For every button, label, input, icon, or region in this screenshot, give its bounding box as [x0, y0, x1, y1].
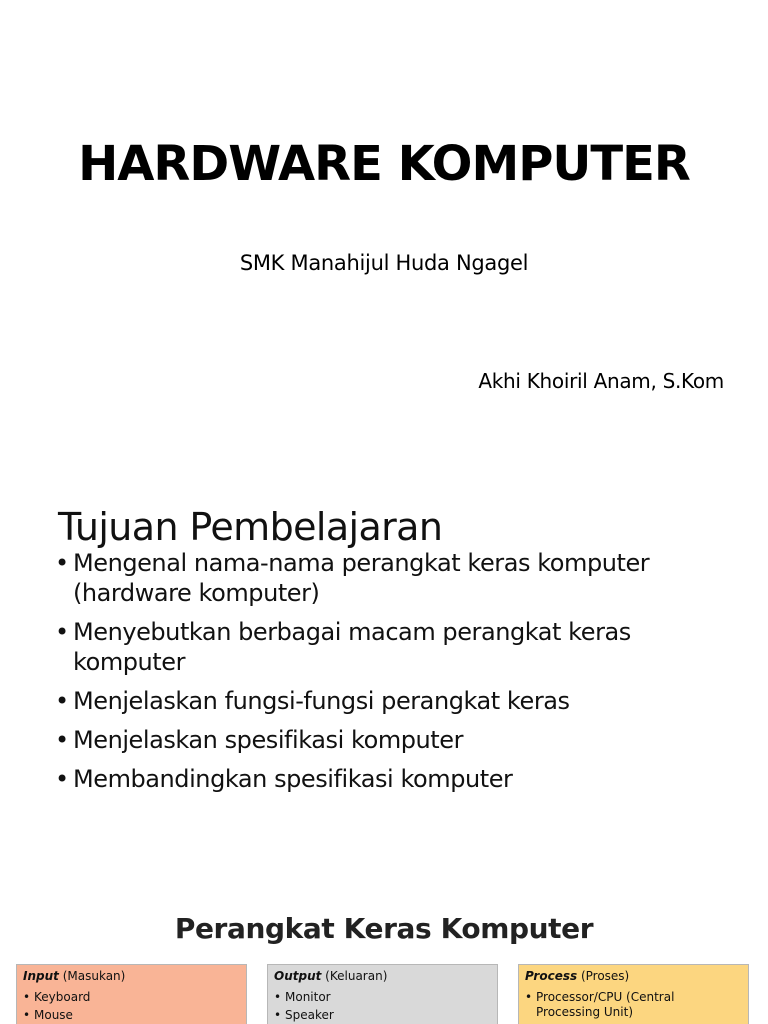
objective-text: Menjelaskan fungsi-fungsi perangkat keras: [73, 687, 570, 715]
objective-text: Menyebutkan berbagai macam perangkat keras komputer: [73, 618, 631, 676]
process-card-heading: [525, 969, 742, 984]
bullet-icon: •: [23, 1008, 31, 1022]
objective-item: [55, 548, 735, 608]
process-card: [518, 964, 749, 1024]
objective-item: [55, 617, 735, 677]
hardware-title: Perangkat Keras Komputer: [174, 912, 594, 946]
objectives-slide: [0, 440, 768, 840]
input-card: [16, 964, 247, 1024]
objective-text: Membandingkan spesifikasi komputer: [73, 765, 513, 793]
input-gloss: (Masukan): [58, 969, 126, 983]
objective-item: [55, 725, 735, 755]
objectives-list: [55, 548, 735, 803]
output-term: Output: [274, 969, 322, 983]
objective-text: Menjelaskan spesifikasi komputer: [73, 726, 463, 754]
output-card-heading: [274, 969, 491, 984]
device-name: Speaker: [285, 1008, 334, 1022]
bullet-icon: •: [525, 990, 533, 1004]
process-gloss: (Proses): [577, 969, 630, 983]
input-device-list: [23, 990, 240, 1023]
school-name: SMK Manahijul Huda Ngagel: [239, 251, 529, 275]
process-device-list: [525, 990, 742, 1020]
objective-text: Mengenal nama-nama perangkat keras komputer (hardware komputer): [73, 549, 650, 607]
list-item: [23, 990, 240, 1005]
output-device-list: [274, 990, 491, 1023]
objective-item: [55, 686, 735, 716]
bullet-icon: •: [55, 687, 69, 715]
bullet-icon: •: [23, 990, 31, 1004]
author-name: Akhi Khoiril Anam, S.Kom: [478, 369, 724, 393]
hardware-slide: [0, 840, 768, 1024]
device-name: Mouse: [34, 1008, 73, 1022]
list-item: [274, 1008, 491, 1023]
title-slide: [0, 0, 768, 440]
bullet-icon: •: [55, 726, 69, 754]
bullet-icon: •: [55, 549, 69, 577]
bullet-icon: •: [55, 618, 69, 646]
objectives-title: Tujuan Pembelajaran: [58, 504, 443, 549]
device-name: Monitor: [285, 990, 331, 1004]
input-term: Input: [23, 969, 59, 983]
bullet-icon: •: [55, 765, 69, 793]
device-name: Processor/CPU (Central Processing Unit): [536, 990, 675, 1019]
bullet-icon: •: [274, 1008, 282, 1022]
output-card: [267, 964, 498, 1024]
process-term: Process: [525, 969, 578, 983]
list-item: [274, 990, 491, 1005]
input-card-heading: [23, 969, 240, 984]
list-item: [23, 1008, 240, 1023]
output-gloss: (Keluaran): [321, 969, 388, 983]
list-item: [525, 990, 742, 1020]
device-name: Keyboard: [34, 990, 91, 1004]
presentation-title: HARDWARE KOMPUTER: [78, 136, 690, 193]
bullet-icon: •: [274, 990, 282, 1004]
objective-item: [55, 764, 735, 794]
